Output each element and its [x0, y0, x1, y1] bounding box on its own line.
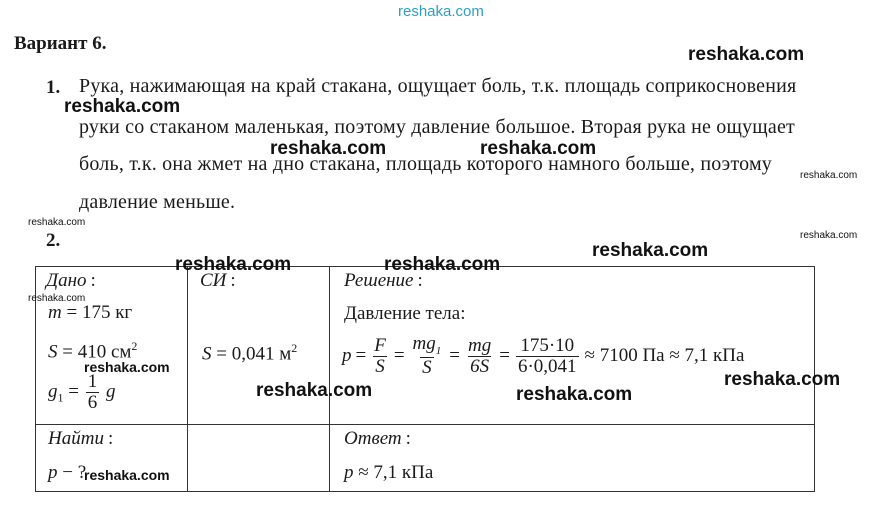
given-area-value: = 410 см: [62, 341, 132, 363]
si-area-value: = 0,041 м: [216, 343, 292, 365]
given-area-exponent: 2: [131, 339, 138, 353]
solution-intro: Давление тела:: [344, 303, 466, 324]
given-area-symbol: S: [48, 341, 58, 363]
given-gravity-symbol: g: [48, 380, 58, 402]
formula-eq-4: =: [499, 345, 510, 367]
watermark-5: reshaka.com: [800, 170, 858, 181]
table-divider-mid: [35, 424, 815, 425]
answer-number: ≈ 7,1 кПа: [358, 462, 434, 483]
table-divider-si-solution: [329, 266, 330, 492]
fraction-mg1-over-s: [411, 334, 444, 378]
watermark-1: reshaka.com: [688, 44, 805, 65]
watermark-6: reshaka.com: [28, 217, 86, 228]
watermark-14: reshaka.com: [256, 380, 373, 401]
find-pressure-value: − ?: [62, 462, 87, 483]
formula-p: p: [342, 345, 352, 367]
fraction-mg1-numerator-sub: 1: [435, 344, 442, 357]
find-pressure: [48, 462, 86, 484]
pressure-formula: [342, 334, 744, 378]
watermark-8: reshaka.com: [592, 240, 709, 261]
given-gravity-numerator: 1: [87, 371, 98, 392]
task1-line-2: руки со стаканом маленькая, поэтому давление большое. Вторая рука не ощущает: [79, 116, 795, 138]
answer-symbol: p: [344, 462, 354, 483]
fraction-f-over-s-denominator: S: [375, 355, 385, 377]
table-divider-given-si: [187, 266, 188, 492]
watermark-top[interactable]: reshaka.com: [398, 3, 484, 20]
watermark-16: reshaka.com: [84, 467, 170, 483]
task1-line-4: давление меньше.: [79, 191, 236, 213]
given-gravity-equals: =: [68, 380, 79, 402]
fraction-mg1-over-s-denominator: S: [422, 357, 432, 379]
si-header: СИ :: [200, 270, 236, 292]
watermark-11: reshaka.com: [28, 293, 86, 304]
given-gravity-subscript: 1: [57, 390, 64, 405]
formula-eq-2: =: [393, 345, 405, 367]
watermark-3: reshaka.com: [270, 138, 387, 159]
given-mass: [48, 302, 132, 324]
formula-result: ≈ 7100 Па ≈ 7,1 кПа: [584, 345, 745, 367]
watermark-9: reshaka.com: [175, 254, 292, 275]
watermark-10: reshaka.com: [384, 254, 501, 275]
given-mass-value: = 175 кг: [66, 302, 133, 323]
si-area: [202, 341, 297, 365]
given-gravity-var: g: [105, 380, 116, 402]
variant-heading: Вариант 6.: [14, 33, 107, 54]
fraction-numeric-numerator: 175·10: [520, 334, 575, 356]
task1-number: 1.: [46, 77, 61, 98]
given-gravity: [48, 372, 115, 413]
watermark-13: reshaka.com: [724, 369, 841, 390]
watermark-15: reshaka.com: [516, 384, 633, 405]
table-border-bottom: [35, 491, 815, 492]
fraction-mg-over-6s-numerator: mg: [468, 334, 492, 356]
answer-header: Ответ :: [344, 428, 411, 450]
given-mass-symbol: m: [48, 302, 62, 323]
fraction-numeric: [516, 336, 579, 377]
fraction-mg-over-6s-denominator: 6S: [470, 355, 490, 377]
watermark-4: reshaka.com: [480, 138, 597, 159]
task1-line-3: боль, т.к. она жмет на дно стакана, площадь которого намного больше, поэтому: [79, 153, 773, 175]
task2-number: 2.: [46, 230, 61, 251]
find-header: Найти :: [48, 428, 113, 450]
fraction-mg-over-6s: [466, 336, 493, 377]
given-gravity-fraction: [86, 372, 100, 413]
si-area-symbol: S: [202, 343, 212, 365]
watermark-7: reshaka.com: [800, 230, 858, 241]
find-pressure-symbol: p: [48, 462, 58, 483]
watermark-2: reshaka.com: [64, 96, 181, 117]
solution-header: Решение :: [344, 270, 423, 292]
formula-eq-3: =: [449, 345, 460, 367]
si-area-exponent: 2: [291, 341, 298, 355]
watermark-12: reshaka.com: [84, 359, 170, 375]
fraction-f-over-s: [372, 336, 388, 377]
fraction-mg1-over-s-numerator: [411, 334, 444, 357]
answer-value: [344, 462, 433, 484]
formula-eq-1: =: [355, 345, 367, 367]
given-gravity-denominator: 6: [87, 391, 98, 413]
task1-line-1: Рука, нажимающая на край стакана, ощущает боль, т.к. площадь соприкосновения: [79, 75, 797, 97]
fraction-f-over-s-numerator: F: [374, 334, 386, 356]
fraction-numeric-denominator: 6·0,041: [517, 355, 577, 377]
fraction-mg1-numerator-base: mg: [412, 333, 436, 354]
given-header: Дано :: [46, 270, 96, 292]
